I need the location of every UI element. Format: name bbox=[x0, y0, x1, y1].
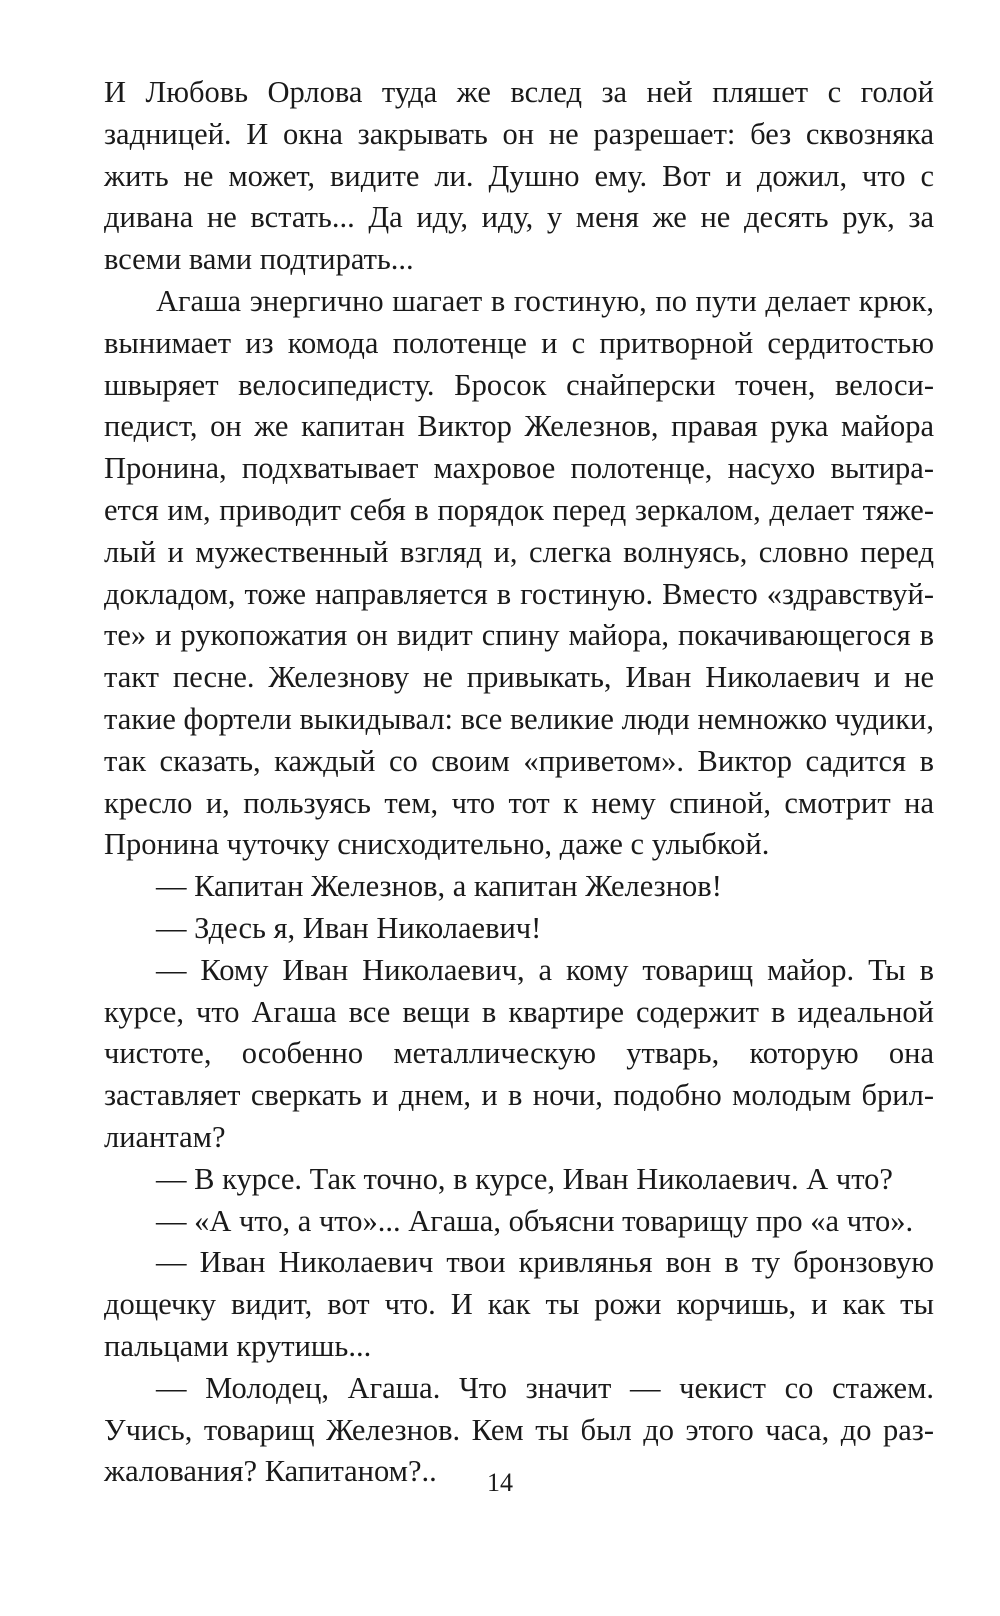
dialogue-line-6: — Иван Николаевич твои кривлянья вон в ту бронзовую дощечку видит, вот что. И как ты рожи корчишь, и как ты пальцами крутишь... bbox=[104, 1245, 934, 1363]
paragraph-2: Агаша энергично шагает в гостиную, по пути делает крюк, вынимает из комода полотенце и с притворной сердитостью швыряет велосипедисту. Бросок снайперски точен, велосипедист, он же капитан Виктор Железнов, правая рука майора Пронина, подхватывает махровое полотенце, насухо вытирается им, приводит себя в порядок перед зеркалом, делает тяжелый и мужественный взгляд и, слегка волнуясь, словно перед докладом, тоже направляется в гостиную. Вместо «здравствуйте» и рукопожатия он видит спину майора, покачивающегося в такт песне. Железнову не привыкать, Иван Николаевич и не такие фортели выкидывал: все великие люди немножко чудики, так сказать, каждый со своим «приветом». Виктор садится в кресло и, пользуясь тем, что тот к нему спиной, смотрит на Пронина чуточку снисходительно, даже с улыбкой. bbox=[104, 283, 934, 862]
page-body-text bbox=[104, 72, 934, 1493]
dialogue-line-3: — Кому Иван Николаевич, а кому товарищ майор. Ты в курсе, что Агаша все вещи в квартире содержит в идеальной чистоте, особенно металлическую утварь, которую она заставляет сверкать и днем, и в ночи, подобно молодым бриллиантам? bbox=[104, 952, 934, 1154]
dialogue-line-4: — В курсе. Так точно, в курсе, Иван Николаевич. А что? bbox=[156, 1161, 893, 1196]
page-number: 14 bbox=[487, 1468, 513, 1497]
paragraph-1: И Любовь Орлова туда же вслед за ней пляшет с голой задницей. И окна закрывать он не разрешает: без сквозняка жить не может, видите ли. Душно ему. Вот и дожил, что с дивана не встать... Да иду, иду, у меня же не десять рук, за всеми вами подтирать... bbox=[104, 75, 934, 277]
dialogue-line-7: — Молодец, Агаша. Что значит — чекист со стажем. Учись, товарищ Железнов. Кем ты был до этого часа, до разжалования? Капитаном?.. bbox=[104, 1370, 934, 1489]
dialogue-line-5: — «А что, а что»... Агаша, объясни товарищу про «а что». bbox=[156, 1203, 914, 1238]
dialogue-line-1: — Капитан Железнов, а капитан Железнов! bbox=[156, 869, 722, 904]
dialogue-line-2: — Здесь я, Иван Николаевич! bbox=[156, 910, 542, 945]
